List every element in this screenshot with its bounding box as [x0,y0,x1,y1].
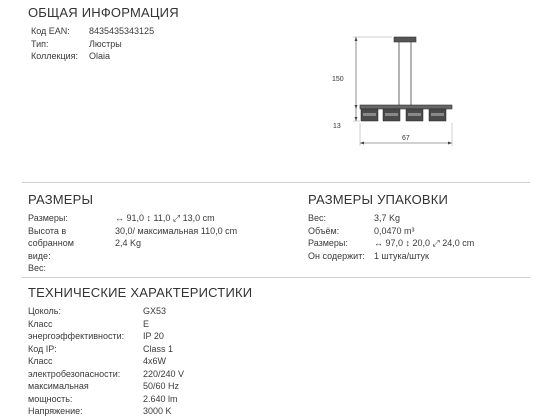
luminous-flux-value: 2.640 lm [143,393,178,404]
energy-class-label-1: Класс [28,318,53,329]
shade-2-band [385,113,398,116]
type-label: Тип: [31,38,49,49]
safety-class-value: Class 1 [143,343,174,354]
shade-dimension-label: 13 [333,123,341,130]
height-dimension-label: 150 [332,76,344,83]
height-arrow-down [355,105,358,109]
height-label-2: собранном [28,238,74,248]
safety-class-label-2: электробезопасности: [28,368,121,379]
section-divider-middle [22,277,530,278]
max-power-label-2: мощность: [28,393,73,404]
section-divider-top [22,182,530,183]
package-weight-label: Вес: [308,213,327,223]
package-volume-row [308,225,474,238]
ip-code-label: Код IP: [28,343,57,354]
package-dimensions-value: ↔ 97,0 ↕ 20,0 ⤢ 24,0 cm [374,238,475,248]
energy-class-value: E [143,318,150,329]
collection-value: Olaia [89,51,111,61]
shade-arrow-down [355,117,358,121]
package-weight-row [308,212,474,225]
dimensions-heading: РАЗМЕРЫ [28,192,94,207]
socket-label: Цоколь: [28,306,61,316]
width-arrow-right [448,142,452,145]
safety-class-label-1: Класс [28,356,53,366]
package-volume-value: 0,0470 m³ [374,225,415,236]
width-dimension-label: 67 [402,135,410,142]
general-info-heading: ОБЩАЯ ИНФОРМАЦИЯ [28,5,179,20]
height-label-1: Высота в [28,225,67,236]
product-dimension-drawing [320,33,500,158]
socket-value: GX53 [143,306,167,316]
power-value: 4x6W [143,356,167,366]
height-arrow-up [355,37,358,41]
technical-heading: ТЕХНИЧЕСКИЕ ХАРАКТЕРИСТИКИ [28,285,253,300]
shade-4-band [431,113,444,116]
height-label-3: виде: [28,250,51,261]
ip-value: IP 20 [143,331,164,341]
dimensions-labels [28,212,112,275]
package-volume-label: Объём: [308,225,340,236]
weight-value: 2,4 Kg [115,238,142,248]
dimensions-values [115,212,237,250]
canopy [394,37,416,42]
frequency-value: 50/60 Hz [143,381,180,391]
ean-row [31,25,154,38]
package-contents-label: Он содержит: [308,250,365,261]
technical-labels [28,305,124,418]
max-power-label-1: максимальная [28,381,89,391]
dimensions-value: ↔ 91,0 ↕ 11,0 ⤢ 13,0 cm [115,213,215,223]
general-info-table [31,25,154,63]
package-dimensions-label: Размеры: [308,238,348,248]
package-weight-value: 3,7 Kg [374,213,401,223]
package-contents-value: 1 штука/штук [374,250,429,261]
lamp-bar [360,105,452,109]
technical-values [143,305,184,418]
package-dimensions-row [308,237,474,250]
packaging-heading: РАЗМЕРЫ УПАКОВКИ [308,192,449,207]
voltage-label: Напряжение: [28,406,83,416]
packaging-table [308,212,474,262]
voltage-value: 220/240 V [143,368,185,379]
width-arrow-left [360,142,364,145]
collection-label: Коллекция: [31,51,79,61]
dimensions-label: Размеры: [28,213,68,223]
ean-label: Код EAN: [31,26,70,36]
collection-row [31,50,154,63]
weight-label: Вес: [28,263,47,273]
shade-1-band [363,113,376,116]
type-value: Люстры [89,38,122,49]
ean-value: 8435435343125 [89,26,155,36]
shade-3-band [408,113,421,116]
height-value: 30,0/ максимальная 110,0 cm [115,225,238,236]
color-temperature-value: 3000 K [143,406,172,416]
energy-class-label-2: энергоэффективности: [28,331,125,341]
type-row [31,38,154,51]
package-contents-row [308,250,474,263]
